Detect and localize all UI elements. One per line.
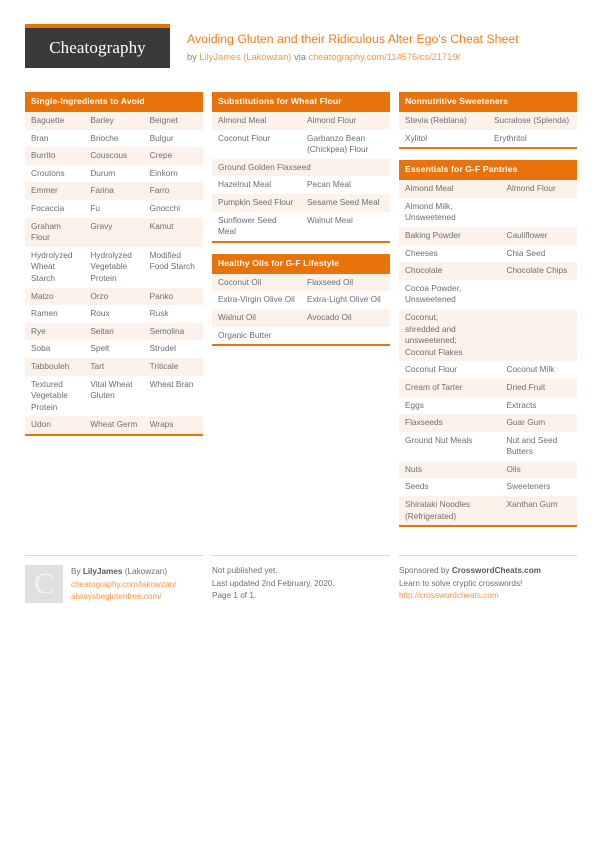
author-name: LilyJames [82, 567, 123, 577]
table-row [212, 130, 390, 159]
table-healthy-oils [212, 254, 390, 346]
byline-via: via [294, 52, 306, 62]
column-1 [25, 92, 203, 447]
table-cell: Oils [506, 463, 521, 474]
cheatography-logo[interactable] [25, 24, 170, 68]
table-row [25, 247, 203, 288]
table-cell: Croutons [31, 167, 65, 178]
table-row [25, 165, 203, 183]
table-title: Single-Ingredients to Avoid [25, 92, 203, 112]
table-cell: Vital Wheat Gluten [90, 378, 133, 401]
table-cell: Shirataki Noodles (Refrigerated) [405, 499, 471, 521]
content-columns [25, 92, 575, 538]
last-updated: Last updated 2nd February, 2020. [212, 578, 335, 588]
table-cell: Roux [90, 308, 110, 319]
table-row [399, 112, 577, 130]
sponsor-name[interactable]: CrosswordCheats.com [451, 566, 541, 576]
table-cell: Extra-Virgin Olive Oil [218, 294, 295, 305]
table-cell: Almond Milk, Unsweetened [405, 200, 456, 223]
table-cell: Seitan [90, 325, 114, 336]
table-cell: Avocado Oil [307, 311, 352, 322]
table-cell: Crepe [149, 150, 173, 161]
table-cell: Matzo [31, 290, 54, 301]
page-footer [25, 544, 575, 603]
author-handle: (Lakowzan) [124, 567, 168, 577]
table-cell: Xylitol [405, 132, 428, 143]
header-text-block [170, 24, 519, 64]
table-body [25, 112, 203, 434]
table-row [212, 159, 390, 177]
table-cell: Ground Nut Meals [405, 434, 473, 445]
table-cell: Pecan Meal [307, 179, 351, 190]
table-row [25, 288, 203, 306]
table-cell: Hydrolyzed Vegetable Protein [90, 249, 132, 283]
table-cell: Baking Powder [405, 229, 461, 240]
table-cell: Soba [31, 343, 51, 354]
table-cell: Rye [31, 325, 46, 336]
table-row [399, 461, 577, 479]
table-cell: Chocolate Chips [506, 265, 568, 276]
table-title: Nonnutritive Sweeteners [399, 92, 577, 112]
site-url-link[interactable]: alwaysbeglutenfree.com/ [71, 592, 162, 602]
table-cell: Baguette [31, 115, 65, 125]
table-row [399, 130, 577, 148]
table-substitutions [212, 92, 390, 243]
table-row [399, 309, 577, 361]
table-row [399, 280, 577, 309]
table-cell: Seeds [405, 481, 429, 492]
table-cell: Ramen [31, 308, 58, 319]
table-cell: Modified Food Starch [149, 249, 195, 272]
table-cell: Tabbouleh [31, 360, 70, 371]
table-cell: Sucralose (Splenda) [494, 115, 570, 125]
table-row [25, 130, 203, 148]
table-row [25, 340, 203, 358]
table-cell: Eggs [405, 399, 424, 410]
table-cell: Cream of Tarter [405, 381, 463, 392]
footer-author-block [25, 555, 203, 603]
table-cell: Ground Golden Flaxseed [218, 161, 311, 172]
table-row [212, 309, 390, 327]
table-cell: Einkorn [149, 167, 178, 178]
source-url-link[interactable]: cheatography.com/114576/cs/21719/ [308, 52, 461, 62]
author-link[interactable]: LilyJames (Lakowzan) [199, 52, 292, 62]
sponsor-line [399, 565, 577, 577]
table-cell: Extra-Light Olive Oil [307, 294, 381, 305]
table-cell: Textured Vegetable Protein [31, 378, 68, 412]
profile-url-link[interactable]: cheatography.com/lakowzan/ [71, 579, 177, 589]
table-row [25, 323, 203, 341]
table-cell: Bran [31, 132, 49, 143]
table-cell: Semolina [149, 325, 185, 336]
table-cell: Cauliflower [506, 229, 548, 240]
table-cell: Coconut Flour [218, 132, 271, 143]
table-cell: Orzo [90, 290, 109, 301]
table-cell: Garbanzo Bean (Chickpea) Flour [307, 132, 369, 155]
table-cell: Strudel [149, 343, 176, 354]
sponsor-tagline: Learn to solve cryptic crosswords! [399, 578, 523, 588]
table-row [25, 305, 203, 323]
table-single-ingredients [25, 92, 203, 436]
table-cell: Hazelnut Meal [218, 179, 272, 190]
table-cell: Cocoa Powder, Unsweetened [405, 282, 462, 305]
table-row [25, 358, 203, 376]
table-cell: Sesame Seed Meal [307, 196, 380, 207]
table-row [25, 416, 203, 434]
table-title: Substitutions for Wheat Flour [212, 92, 390, 112]
table-cell: Gravy [90, 220, 113, 231]
table-cell: Erythritol [494, 132, 527, 143]
table-cell: Dried Fruit [506, 381, 546, 392]
table-cell: Bulgur [149, 132, 174, 143]
table-cell: Extracts [506, 399, 537, 410]
table-row [212, 112, 390, 130]
table-cell: Coconut, shredded and unsweetened; Coconut Flakes [405, 311, 463, 357]
table-cell: Durum [90, 167, 116, 178]
page-title: Avoiding Gluten and their Ridiculous Alter Ego's Cheat Sheet [187, 32, 519, 46]
table-row [25, 147, 203, 165]
table-nonnutritive-sweeteners [399, 92, 577, 149]
by-label: By [71, 567, 81, 577]
table-row [25, 112, 203, 130]
table-cell: Farro [149, 185, 170, 196]
table-row [399, 245, 577, 263]
table-cell: Wheat Germ [90, 419, 138, 430]
table-row [399, 198, 577, 227]
table-cell: Sweeteners [506, 481, 551, 492]
table-cell: Organic Butter [218, 329, 272, 340]
table-row [212, 291, 390, 309]
table-cell: Farina [90, 185, 114, 196]
table-cell: Spelt [90, 343, 110, 354]
logo-text: Cheatography [49, 38, 146, 57]
byline [187, 50, 519, 64]
avatar: C [25, 565, 63, 603]
sponsor-label: Sponsored by [399, 566, 450, 576]
sponsor-url-link[interactable]: http://crosswordcheats.com [399, 591, 499, 601]
page-header [25, 24, 575, 76]
table-cell: Almond Meal [405, 183, 454, 194]
table-cell: Rusk [149, 308, 169, 319]
table-cell: Emmer [31, 185, 58, 196]
table-row [25, 200, 203, 218]
table-body [212, 274, 390, 344]
table-cell: Almond Flour [506, 183, 556, 194]
table-row [399, 379, 577, 397]
table-cell: Flaxseed Oil [307, 276, 354, 287]
table-cell: Triticale [149, 360, 179, 371]
table-cell: Panko [149, 290, 174, 301]
column-2 [212, 92, 390, 357]
table-row [212, 274, 390, 292]
table-cell: Stevia (Reblana) [405, 115, 467, 125]
table-body [399, 112, 577, 147]
table-row [212, 212, 390, 241]
table-row [212, 327, 390, 345]
table-row [399, 432, 577, 461]
table-cell: Pumpkin Seed Flour [218, 196, 294, 207]
table-cell: Sunflower Seed Meal [218, 214, 277, 237]
table-cell: Fu [90, 202, 100, 213]
table-body [212, 112, 390, 241]
publish-status: Not published yet. [212, 566, 278, 576]
table-row [399, 397, 577, 415]
table-row [212, 176, 390, 194]
table-cell: Udon [31, 419, 51, 430]
table-row [399, 262, 577, 280]
table-row [399, 227, 577, 245]
table-cell: Beignet [149, 115, 178, 125]
table-cell: Chocolate [405, 265, 443, 276]
table-cell: Coconut Oil [218, 276, 262, 287]
footer-sponsor-block [399, 555, 577, 603]
table-row [399, 478, 577, 496]
table-cell: Walnut Meal [307, 214, 353, 225]
table-cell: Hydrolyzed Wheat Starch [31, 249, 73, 283]
page-info: Page 1 of 1. [212, 591, 257, 601]
table-cell: Flaxseeds [405, 417, 443, 428]
table-cell: Walnut Oil [218, 311, 256, 322]
table-row [399, 496, 577, 525]
table-cell: Cheeses [405, 247, 438, 258]
table-cell: Guar Gum [506, 417, 546, 428]
table-cell: Tart [90, 360, 105, 371]
footer-publish-block [212, 555, 390, 603]
table-cell: Almond Meal [218, 115, 267, 125]
table-cell: Coconut Flour [405, 364, 458, 375]
table-cell: Brioche [90, 132, 119, 143]
table-cell: Burrito [31, 150, 56, 161]
table-cell: Barley [90, 115, 114, 125]
table-row [25, 182, 203, 200]
table-cell: Nuts [405, 463, 423, 474]
table-row [25, 376, 203, 417]
table-cell: Nut and Seed Butters [506, 434, 558, 457]
table-row [399, 414, 577, 432]
table-cell: Focaccia [31, 202, 65, 213]
table-cell: Graham Flour [31, 220, 61, 243]
table-cell: Chia Seed [506, 247, 546, 258]
table-row [399, 361, 577, 379]
table-cell: Wraps [149, 419, 174, 430]
table-title: Essentials for G-F Pantries [399, 160, 577, 180]
byline-prefix: by [187, 52, 197, 62]
table-cell: Almond Flour [307, 115, 357, 125]
table-cell: Kamut [149, 220, 174, 231]
column-3 [399, 92, 577, 538]
table-cell: Xanthan Gum [506, 499, 558, 510]
table-essentials-pantries [399, 160, 577, 527]
author-credit [71, 566, 176, 578]
table-cell: Gnocchi [149, 202, 181, 213]
table-body [399, 180, 577, 525]
table-cell: Wheat Bran [149, 378, 194, 389]
table-title: Healthy Oils for G-F Lifestyle [212, 254, 390, 274]
table-cell: Couscous [90, 150, 128, 161]
table-row [399, 180, 577, 198]
table-row [25, 218, 203, 247]
table-row [212, 194, 390, 212]
table-cell: Coconut Milk [506, 364, 555, 375]
